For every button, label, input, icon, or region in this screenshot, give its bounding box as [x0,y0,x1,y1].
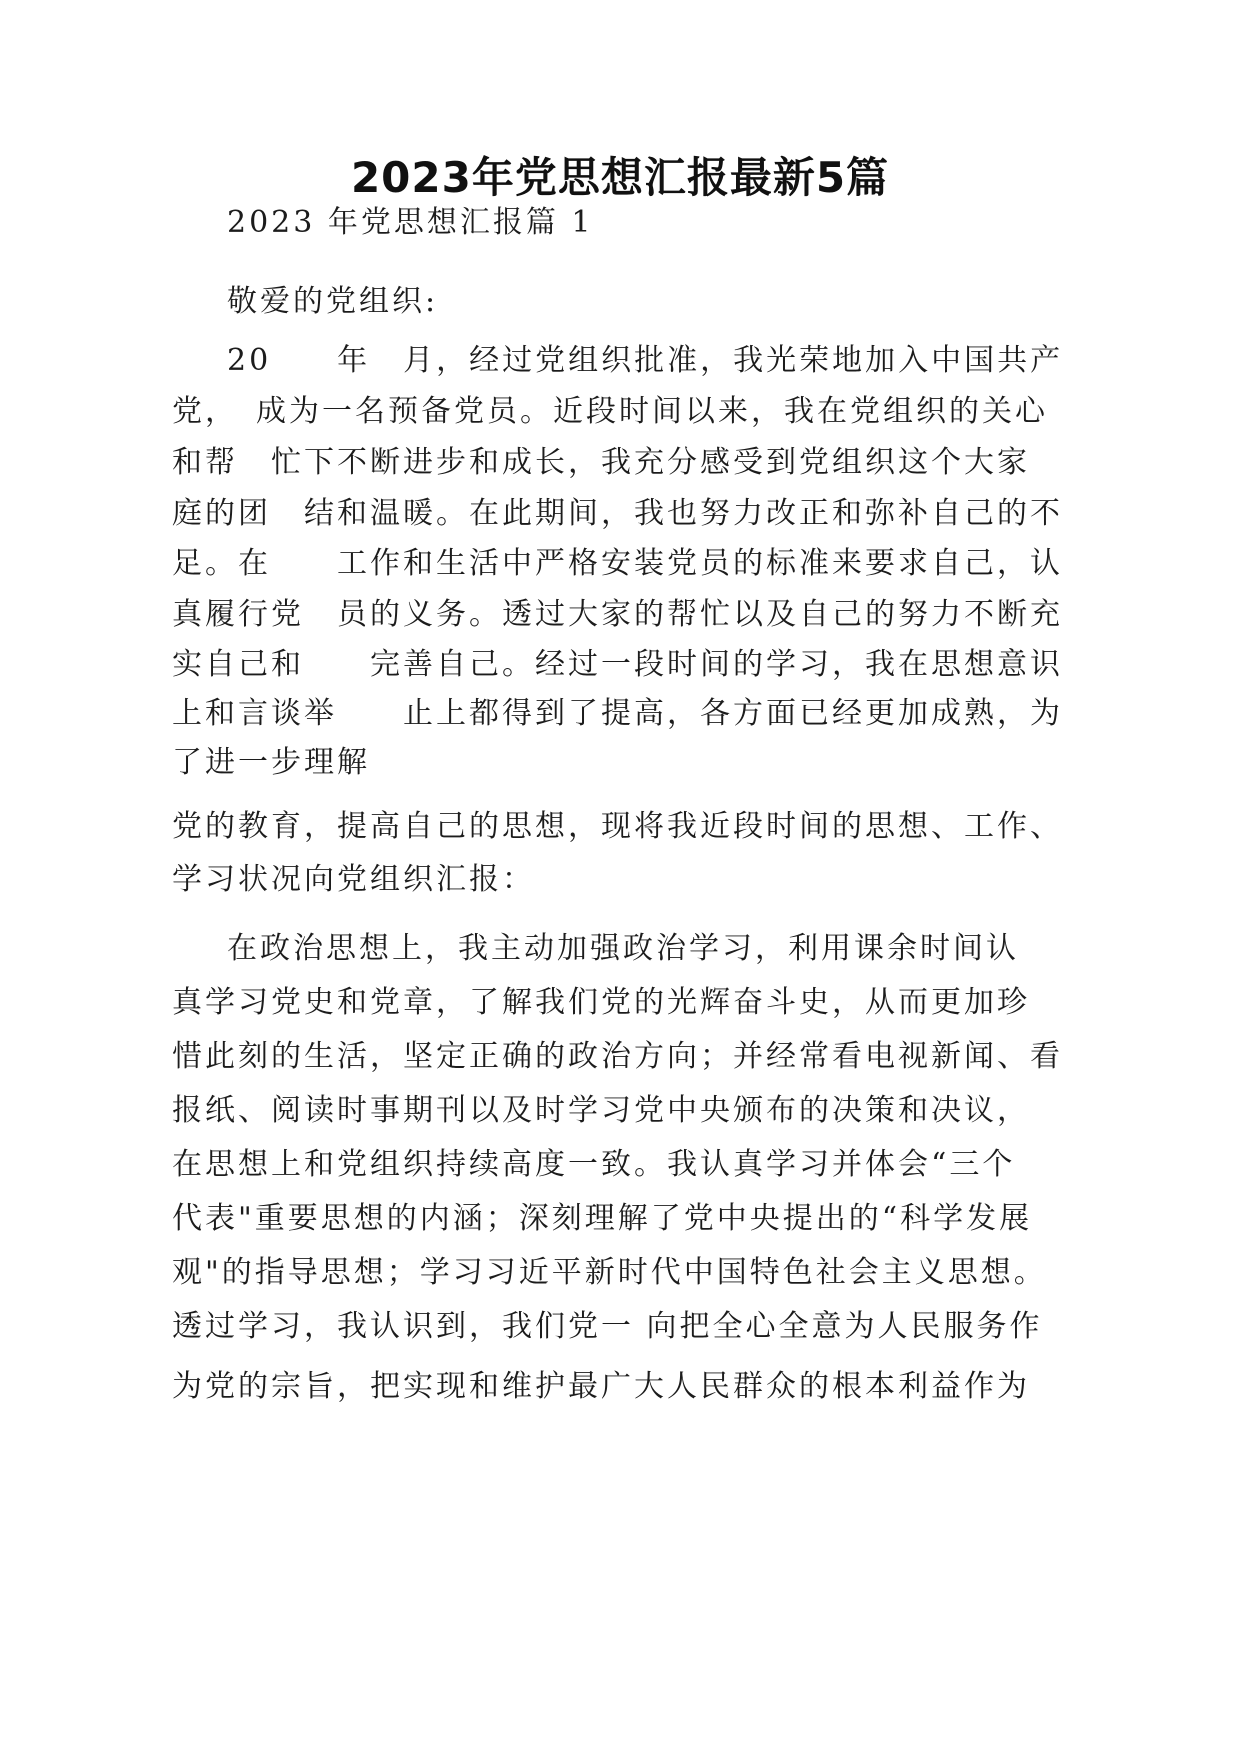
text-line: 20 年 月，经过党组织批准，我光荣地加入中国共产 [227,343,1064,378]
text-line: 党的教育，提高自己的思想，现将我近段时间的思想、工作、 [172,809,1063,844]
text-line: 在思想上和党组织持续高度一致。我认真学习并体会“三个 [172,1147,1016,1182]
text-line: 和帮 忙下不断进步和成长，我充分感受到党组织这个大家 [172,445,1030,480]
text-line: 学习状况向党组织汇报： [172,862,535,897]
text-line: 了进一步理解 [172,745,370,780]
text-line: 真履行党 员的义务。透过大家的帮忙以及自己的努力不断充 [172,597,1063,632]
text-line: 实自己和 完善自己。经过一段时间的学习，我在思想意识 [172,647,1063,682]
text-line: 为党的宗旨，把实现和维护最广大人民群众的根本利益作为 [172,1369,1030,1404]
text-line: 观"的指导思想；学习习近平新时代中国特色社会主义思想。 [172,1255,1047,1290]
salutation: 敬爱的党组织: [227,284,439,319]
text-line: 惜此刻的生活，坚定正确的政治方向；并经常看电视新闻、看 [172,1039,1063,1074]
text-line: 在政治思想上，我主动加强政治学习，利用课余时间认 [227,931,1019,966]
text-line: 代表"重要思想的内涵；深刻理解了党中央提出的“科学发展 [172,1201,1033,1236]
section-heading: 2023 年党思想汇报篇 1 [227,205,594,240]
text-line: 上和言谈举 止上都得到了提高，各方面已经更加成熟，为 [172,696,1063,731]
document-title: 2023年党思想汇报最新5篇 [350,153,890,202]
text-line: 党， 成为一名预备党员。近段时间以来，我在党组织的关心 [172,394,1048,429]
text-line: 透过学习，我认识到，我们党一 向把全心全意为人民服务作 [172,1309,1043,1344]
text-line: 报纸、阅读时事期刊以及时学习党中央颁布的决策和决议， [172,1093,1030,1128]
text-line: 真学习党史和党章，了解我们党的光辉奋斗史，从而更加珍 [172,985,1030,1020]
text-line: 庭的团 结和温暖。在此期间，我也努力改正和弥补自己的不 [172,496,1063,531]
text-line: 足。在 工作和生活中严格安装党员的标准来要求自己，认 [172,546,1063,581]
